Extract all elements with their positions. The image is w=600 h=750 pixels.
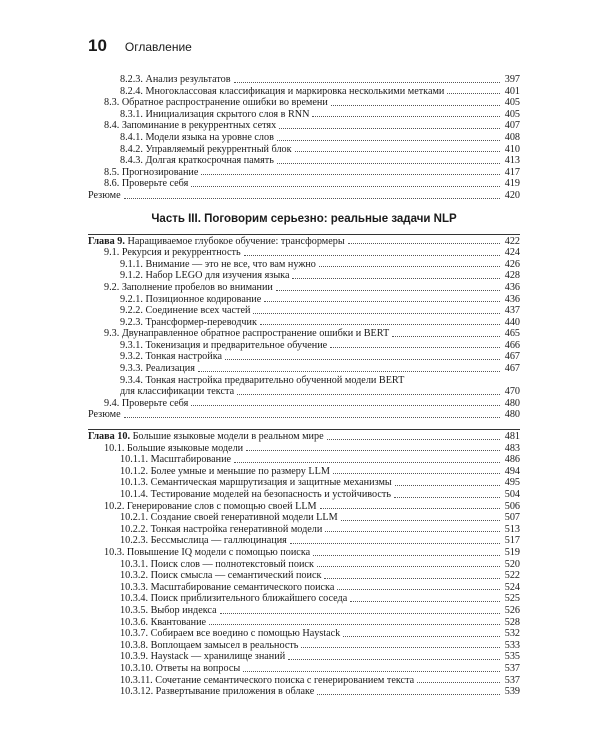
- toc-entry-text: 10.3.2. Поиск смысла — семантический поиск: [120, 570, 322, 582]
- toc-page-number: 528: [504, 616, 520, 628]
- dot-leader: [277, 163, 500, 164]
- toc-entry-text: 8.3. Обратное распространение ошибки во времени: [104, 97, 328, 109]
- dot-leader: [198, 371, 500, 372]
- toc-entry: [88, 282, 520, 294]
- dot-leader: [392, 336, 500, 337]
- dot-leader: [264, 301, 500, 302]
- toc-page-number: 405: [504, 97, 520, 109]
- toc-entry: [88, 190, 520, 202]
- toc-entry: [88, 663, 520, 675]
- toc-entry-text: 9.2.1. Позиционное кодирование: [120, 293, 262, 305]
- dot-leader: [313, 555, 500, 556]
- toc-entry-text: 10.3.4. Поиск приблизительного ближайшего соседа: [120, 593, 348, 605]
- toc-entry: [88, 259, 520, 271]
- dot-leader: [288, 659, 500, 660]
- toc-entry-title: [120, 454, 231, 466]
- toc-entry-text: 10.3.10. Ответы на вопросы: [120, 662, 241, 674]
- toc-entry: [88, 178, 520, 190]
- toc-entry-text: 9.3.4. Тонкая настройка предварительно обученной модели BERT: [120, 374, 405, 386]
- running-title: Оглавление: [124, 40, 192, 54]
- dot-leader: [201, 174, 500, 175]
- toc-entry-text: 10.1.4. Тестирование моделей на безопасность и устойчивость: [120, 489, 392, 500]
- toc-page-number: 532: [504, 628, 520, 640]
- toc-page-number: 519: [504, 546, 520, 558]
- toc-page-number: 410: [504, 143, 520, 155]
- toc-entry: [88, 431, 520, 443]
- toc-entry-title: [120, 582, 334, 594]
- toc-page-number: 533: [504, 639, 520, 651]
- toc-entry-text: 10.1.3. Семантическая маршрутизация и защитные механизмы: [120, 477, 392, 489]
- toc-entry-title: [120, 466, 330, 478]
- dot-leader: [277, 140, 500, 141]
- dot-leader: [337, 589, 500, 590]
- toc-block-chapter-8: [88, 74, 520, 202]
- dot-leader: [330, 347, 500, 348]
- toc-page-number: 526: [504, 604, 520, 616]
- toc-entry: [88, 559, 520, 571]
- page-header: [88, 36, 192, 58]
- toc-entry: [88, 386, 520, 398]
- dot-leader: [237, 394, 500, 395]
- divider: [88, 429, 520, 430]
- dot-leader: [276, 290, 500, 291]
- toc-entry-text: 9.3.3. Реализация: [120, 363, 195, 375]
- dot-leader: [124, 198, 500, 199]
- toc-entry-title: [120, 317, 257, 329]
- toc-page-number: 480: [504, 397, 520, 409]
- toc-entry: [88, 454, 520, 466]
- toc-entry: [88, 236, 520, 248]
- dot-leader: [341, 520, 500, 521]
- toc-page-number: 520: [504, 558, 520, 570]
- toc-entry-text: 10.3.6. Квантование: [120, 616, 207, 628]
- dot-leader: [320, 508, 500, 509]
- dot-leader: [331, 105, 500, 106]
- toc-entry-text: 10.2.1. Создание своей генеративной модели LLM: [120, 512, 338, 524]
- toc-entry: [88, 109, 520, 121]
- toc-entry-text: 9.3.1. Токенизация и предварительное обучение: [120, 339, 328, 351]
- dot-leader: [312, 116, 500, 117]
- toc-page-number: 467: [504, 351, 520, 363]
- toc-entry: [88, 570, 520, 582]
- toc-entry-text: 10.3.3. Масштабирование семантического поиска: [120, 581, 335, 593]
- toc-entry-title: [104, 247, 241, 259]
- toc-entry: [88, 640, 520, 652]
- toc-entry: [88, 501, 520, 513]
- toc-page-number: 437: [504, 305, 520, 317]
- table-of-contents: [88, 74, 520, 698]
- toc-entry-title: [120, 593, 347, 605]
- toc-entry-title: [120, 477, 392, 489]
- dot-leader: [343, 636, 500, 637]
- toc-entry-text: 10.3.8. Воплощаем замысел в реальность: [120, 639, 299, 651]
- toc-entry-title: [88, 236, 345, 248]
- toc-entry-title: [120, 155, 274, 167]
- toc-entry-text: Наращиваемое глубокое обучение: трансформеры: [124, 235, 345, 247]
- toc-page-number: 466: [504, 339, 520, 351]
- chapter-label: Глава 10.: [88, 431, 131, 443]
- toc-entry: [88, 305, 520, 317]
- toc-entry: [88, 628, 520, 640]
- toc-entry-text: 9.1.2. Набор LEGO для изучения языка: [120, 270, 290, 282]
- toc-page-number: 535: [504, 651, 520, 663]
- toc-page-number: 481: [504, 431, 520, 443]
- toc-entry: [88, 512, 520, 524]
- toc-page-number: 495: [504, 477, 520, 489]
- toc-page-number: 467: [504, 363, 520, 375]
- page-number: 10: [88, 36, 107, 55]
- toc-page-number: 440: [504, 316, 520, 328]
- toc-entry-title: [120, 144, 292, 156]
- toc-entry: [88, 443, 520, 455]
- toc-entry: [88, 617, 520, 629]
- toc-entry: [88, 340, 520, 352]
- toc-entry-text: 8.3.1. Инициализация скрытого слоя в RNN: [120, 108, 310, 120]
- dot-leader: [327, 439, 500, 440]
- toc-entry-text: 8.5. Прогнозирование: [104, 166, 199, 178]
- toc-entry: [88, 398, 520, 410]
- toc-entry-text: 10.3.1. Поиск слов — полнотекстовый поиск: [120, 558, 314, 570]
- toc-entry-text: 10.1.2. Более умные и меньшие по размеру LLM: [120, 465, 330, 477]
- dot-leader: [124, 417, 500, 418]
- toc-page-number: 424: [504, 247, 520, 259]
- toc-page-number: 513: [504, 523, 520, 535]
- toc-entry: [88, 97, 520, 109]
- toc-entry-text: 8.2.3. Анализ результатов: [120, 74, 231, 85]
- dot-leader: [317, 566, 500, 567]
- dot-leader: [394, 497, 500, 498]
- divider: [88, 234, 520, 235]
- toc-page-number: 413: [504, 155, 520, 167]
- toc-page-number: 465: [504, 328, 520, 340]
- toc-entry-title: [120, 675, 414, 687]
- toc-entry-title: [104, 97, 328, 109]
- toc-page-number: 539: [504, 686, 520, 698]
- toc-page-number: 486: [504, 454, 520, 466]
- dot-leader: [317, 694, 500, 695]
- dot-leader: [325, 531, 500, 532]
- toc-page-number: 408: [504, 131, 520, 143]
- dot-leader: [333, 473, 500, 474]
- toc-entry-title: [120, 617, 206, 629]
- dot-leader: [209, 624, 500, 625]
- toc-block-chapter-10: [88, 431, 520, 698]
- dot-leader: [225, 359, 500, 360]
- toc-page-number: 522: [504, 570, 520, 582]
- toc-entry: [88, 144, 520, 156]
- toc-entry: [88, 167, 520, 179]
- toc-entry-title: [120, 628, 340, 640]
- toc-entry-title: [120, 305, 250, 317]
- dot-leader: [417, 682, 500, 683]
- dot-leader: [279, 128, 500, 129]
- toc-entry: [88, 328, 520, 340]
- toc-entry-title: [120, 375, 404, 387]
- toc-page-number: 405: [504, 108, 520, 120]
- toc-entry-title: [120, 132, 274, 144]
- toc-entry-title: [104, 178, 188, 190]
- toc-entry: [88, 363, 520, 375]
- toc-entry-text: 10.2.3. Бессмыслица — галлюцинация: [120, 535, 287, 547]
- toc-entry-text: 8.2.4. Многоклассовая классификация и маркировка несколькими метками: [120, 85, 445, 97]
- dot-leader: [246, 450, 500, 451]
- toc-entry-text: Резюме: [88, 189, 121, 201]
- toc-entry-title: [120, 74, 231, 86]
- dot-leader: [191, 186, 500, 187]
- toc-page-number: 419: [504, 178, 520, 190]
- dot-leader: [301, 647, 500, 648]
- dot-leader: [253, 313, 500, 314]
- toc-page-number: 426: [504, 258, 520, 270]
- toc-entry: [88, 317, 520, 329]
- toc-entry: [88, 547, 520, 559]
- toc-entry: [88, 294, 520, 306]
- toc-page-number: 420: [504, 189, 520, 201]
- toc-page-number: 407: [504, 120, 520, 132]
- toc-entry-title: [88, 431, 324, 443]
- toc-entry-title: [120, 512, 338, 524]
- toc-page-number: 524: [504, 581, 520, 593]
- dot-leader: [348, 243, 500, 244]
- toc-entry-text: 10.3.7. Собираем все воедино с помощью Haystack: [120, 628, 341, 640]
- toc-page-number: 537: [504, 662, 520, 674]
- toc-page-number: 504: [504, 489, 520, 500]
- toc-entry-text: Большие языковые модели в реальном мире: [130, 431, 324, 443]
- toc-entry-text: Резюме: [88, 409, 121, 421]
- dot-leader: [295, 151, 500, 152]
- toc-page-number: 506: [504, 500, 520, 512]
- toc-entry: [88, 605, 520, 617]
- toc-entry-title: [104, 167, 198, 179]
- toc-entry-text: 9.3. Двунаправленное обратное распространение ошибки и BERT: [104, 328, 390, 340]
- toc-entry-text: 9.4. Проверьте себя: [104, 397, 189, 409]
- toc-page-number: 537: [504, 674, 520, 686]
- toc-entry-title: [120, 351, 222, 363]
- dot-leader: [290, 543, 500, 544]
- dot-leader: [319, 266, 500, 267]
- dot-leader: [292, 278, 500, 279]
- toc-page-number: 517: [504, 535, 520, 547]
- toc-entry-title: [120, 386, 234, 398]
- toc-block-chapter-9: [88, 236, 520, 422]
- toc-entry-title: [104, 501, 317, 513]
- toc-entry-text: 8.4. Запоминание в рекуррентных сетях: [104, 120, 277, 132]
- toc-page-number: 483: [504, 442, 520, 454]
- toc-entry-title: [120, 651, 285, 663]
- toc-entry: [88, 375, 520, 387]
- toc-entry-title: [88, 409, 121, 421]
- toc-entry: [88, 270, 520, 282]
- toc-page-number: 401: [504, 85, 520, 97]
- dot-leader: [191, 405, 500, 406]
- toc-entry-title: [104, 398, 188, 410]
- toc-entry-text: 8.4.3. Долгая краткосрочная память: [120, 155, 274, 167]
- toc-page-number: 507: [504, 512, 520, 524]
- toc-entry-title: [104, 547, 310, 559]
- toc-entry-text: 9.2. Заполнение пробелов во внимании: [104, 281, 273, 293]
- dot-leader: [324, 578, 500, 579]
- dot-leader: [260, 324, 500, 325]
- toc-entry: [88, 132, 520, 144]
- toc-entry-title: [120, 605, 217, 617]
- toc-entry-title: [88, 190, 121, 202]
- toc-entry: [88, 477, 520, 489]
- toc-entry-title: [104, 282, 273, 294]
- toc-entry-title: [120, 640, 298, 652]
- toc-entry-title: [120, 559, 314, 571]
- toc-entry: [88, 351, 520, 363]
- toc-entry: [88, 651, 520, 663]
- toc-entry-text: 9.1.1. Внимание — это не все, что вам нужно: [120, 258, 316, 270]
- toc-entry-title: [120, 489, 391, 501]
- toc-page-number: 397: [504, 74, 520, 85]
- dot-leader: [243, 671, 500, 672]
- toc-entry-text: 10.3.9. Haystack — хранилище знаний: [120, 651, 286, 663]
- toc-entry-text: 10.1.1. Масштабирование: [120, 454, 232, 466]
- toc-entry-title: [120, 259, 316, 271]
- chapter-label: Глава 9.: [88, 235, 125, 247]
- toc-entry: [88, 593, 520, 605]
- toc-page-number: 480: [504, 409, 520, 421]
- toc-page-number: 422: [504, 235, 520, 247]
- toc-entry-title: [104, 120, 276, 132]
- toc-page-number: 417: [504, 166, 520, 178]
- toc-page-number: 436: [504, 293, 520, 305]
- toc-entry: [88, 489, 520, 501]
- dot-leader: [220, 613, 500, 614]
- toc-entry-title: [120, 294, 261, 306]
- toc-entry-text: для классификации текста: [120, 386, 235, 398]
- toc-entry: [88, 155, 520, 167]
- toc-entry: [88, 247, 520, 259]
- toc-entry: [88, 86, 520, 98]
- toc-entry-title: [120, 270, 289, 282]
- dot-leader: [350, 601, 500, 602]
- toc-entry-text: 10.3.12. Развертывание приложения в облаке: [120, 686, 315, 698]
- toc-entry-text: 8.6. Проверьте себя: [104, 178, 189, 190]
- toc-entry-text: 8.4.1. Модели языка на уровне слов: [120, 131, 274, 143]
- toc-entry-title: [120, 363, 195, 375]
- dot-leader: [234, 462, 500, 463]
- toc-entry: [88, 120, 520, 132]
- toc-entry: [88, 686, 520, 698]
- toc-entry-text: 9.1. Рекурсия и рекуррентность: [104, 247, 241, 259]
- toc-entry-text: 9.3.2. Тонкая настройка: [120, 351, 223, 363]
- toc-entry-text: 10.1. Большие языковые модели: [104, 442, 244, 454]
- toc-entry-title: [104, 443, 243, 455]
- toc-entry: [88, 74, 520, 86]
- toc-entry-text: 10.3.5. Выбор индекса: [120, 604, 217, 616]
- toc-page-number: 525: [504, 593, 520, 605]
- toc-entry-text: 10.3. Повышение IQ модели с помощью поиска: [104, 546, 311, 558]
- dot-leader: [244, 255, 500, 256]
- toc-entry-title: [120, 109, 309, 121]
- toc-page-number: 470: [504, 386, 520, 398]
- dot-leader: [395, 485, 500, 486]
- dot-leader: [234, 82, 500, 83]
- toc-entry-text: 8.4.2. Управляемый рекуррентный блок: [120, 143, 292, 155]
- toc-entry-title: [120, 535, 287, 547]
- toc-entry-title: [120, 663, 240, 675]
- toc-entry-title: [120, 340, 327, 352]
- toc-entry: [88, 409, 520, 421]
- toc-entry-text: 9.2.2. Соединение всех частей: [120, 305, 251, 317]
- dot-leader: [447, 93, 500, 94]
- toc-entry: [88, 582, 520, 594]
- toc-page-number: 428: [504, 270, 520, 282]
- toc-entry: [88, 535, 520, 547]
- toc-entry-title: [120, 524, 322, 536]
- toc-entry-text: 10.2.2. Тонкая настройка генеративной модели: [120, 523, 323, 535]
- toc-entry: [88, 675, 520, 687]
- toc-entry-title: [120, 570, 321, 582]
- toc-entry-title: [104, 328, 389, 340]
- toc-page-number: 436: [504, 281, 520, 293]
- toc-entry: [88, 524, 520, 536]
- toc-entry-text: 10.2. Генерирование слов с помощью своей LLM: [104, 500, 317, 512]
- toc-entry: [88, 466, 520, 478]
- toc-entry-title: [120, 86, 444, 98]
- toc-entry-text: 9.2.3. Трансформер-переводчик: [120, 316, 257, 328]
- toc-page-number: 494: [504, 465, 520, 477]
- part-title: Часть III. Поговорим серьезно: реальные задачи NLP: [151, 212, 457, 225]
- toc-entry-title: [120, 686, 314, 698]
- toc-entry-text: 10.3.11. Сочетание семантического поиска с генерированием текста: [120, 674, 415, 686]
- spacer: [88, 421, 520, 429]
